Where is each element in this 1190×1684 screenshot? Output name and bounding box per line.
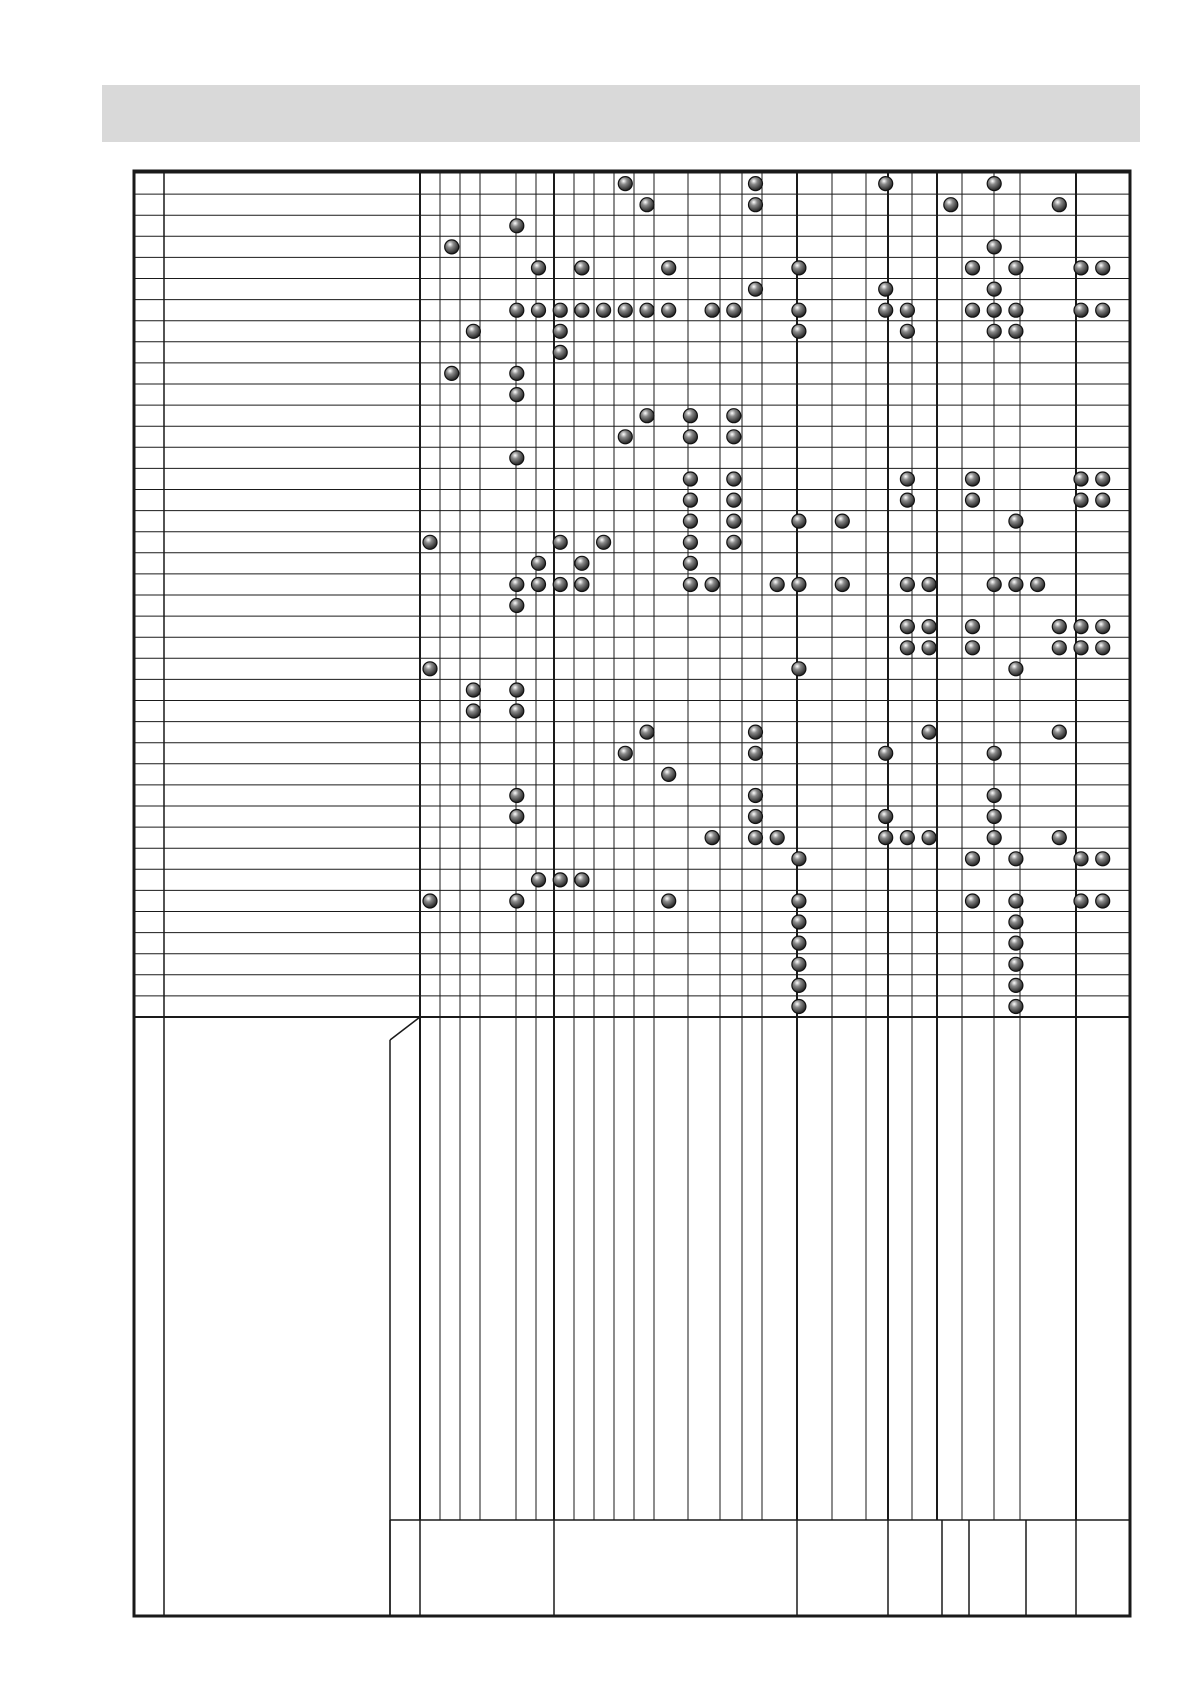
filled-dot-icon bbox=[423, 662, 437, 676]
filled-dot-icon bbox=[1009, 324, 1023, 338]
filled-dot-icon bbox=[922, 725, 936, 739]
filled-dot-icon bbox=[900, 324, 914, 338]
filled-dot-icon bbox=[900, 578, 914, 592]
filled-dot-icon bbox=[835, 514, 849, 528]
filled-dot-icon bbox=[532, 261, 546, 275]
filled-dot-icon bbox=[792, 852, 806, 866]
filled-dot-icon bbox=[618, 746, 632, 760]
filled-dot-icon bbox=[510, 683, 524, 697]
filled-dot-icon bbox=[1074, 620, 1088, 634]
filled-dot-icon bbox=[705, 578, 719, 592]
filled-dot-icon bbox=[792, 957, 806, 971]
filled-dot-icon bbox=[553, 303, 567, 317]
filled-dot-icon bbox=[727, 430, 741, 444]
filled-dot-icon bbox=[835, 578, 849, 592]
filled-dot-icon bbox=[879, 810, 893, 824]
filled-dot-icon bbox=[1096, 493, 1110, 507]
filled-dot-icon bbox=[1009, 303, 1023, 317]
filled-dot-icon bbox=[466, 704, 480, 718]
filled-dot-icon bbox=[662, 261, 676, 275]
filled-dot-icon bbox=[727, 493, 741, 507]
filled-dot-icon bbox=[510, 894, 524, 908]
filled-dot-icon bbox=[727, 409, 741, 423]
filled-dot-icon bbox=[1074, 894, 1088, 908]
filled-dot-icon bbox=[900, 472, 914, 486]
filled-dot-icon bbox=[1096, 303, 1110, 317]
filled-dot-icon bbox=[510, 810, 524, 824]
filled-dot-icon bbox=[597, 303, 611, 317]
filled-dot-icon bbox=[445, 366, 459, 380]
filled-dot-icon bbox=[749, 725, 763, 739]
filled-dot-icon bbox=[966, 261, 980, 275]
filled-dot-icon bbox=[683, 472, 697, 486]
filled-dot-icon bbox=[879, 746, 893, 760]
filled-dot-icon bbox=[1009, 936, 1023, 950]
filled-dot-icon bbox=[879, 177, 893, 191]
filled-dot-icon bbox=[792, 324, 806, 338]
filled-dot-icon bbox=[1052, 620, 1066, 634]
filled-dot-icon bbox=[1074, 493, 1088, 507]
filled-dot-icon bbox=[532, 303, 546, 317]
filled-dot-icon bbox=[900, 641, 914, 655]
filled-dot-icon bbox=[966, 852, 980, 866]
filled-dot-icon bbox=[987, 810, 1001, 824]
filled-dot-icon bbox=[662, 894, 676, 908]
filled-dot-icon bbox=[922, 620, 936, 634]
filled-dot-icon bbox=[1031, 578, 1045, 592]
filled-dot-icon bbox=[727, 514, 741, 528]
filled-dot-icon bbox=[683, 514, 697, 528]
filled-dot-icon bbox=[510, 388, 524, 402]
filled-dot-icon bbox=[705, 303, 719, 317]
filled-dot-icon bbox=[553, 345, 567, 359]
filled-dot-icon bbox=[1009, 852, 1023, 866]
filled-dot-icon bbox=[640, 409, 654, 423]
filled-dot-icon bbox=[1009, 662, 1023, 676]
filled-dot-icon bbox=[987, 303, 1001, 317]
filled-dot-icon bbox=[597, 535, 611, 549]
filled-dot-icon bbox=[1052, 198, 1066, 212]
filled-dot-icon bbox=[553, 324, 567, 338]
filled-dot-icon bbox=[510, 303, 524, 317]
filled-dot-icon bbox=[553, 873, 567, 887]
filled-dot-icon bbox=[900, 493, 914, 507]
filled-dot-icon bbox=[749, 198, 763, 212]
filled-dot-icon bbox=[618, 303, 632, 317]
filled-dot-icon bbox=[640, 198, 654, 212]
filled-dot-icon bbox=[900, 303, 914, 317]
filled-dot-icon bbox=[922, 831, 936, 845]
filled-dot-icon bbox=[1074, 641, 1088, 655]
filled-dot-icon bbox=[532, 578, 546, 592]
filled-dot-icon bbox=[792, 514, 806, 528]
filled-dot-icon bbox=[510, 704, 524, 718]
filled-dot-icon bbox=[1009, 514, 1023, 528]
filled-dot-icon bbox=[727, 472, 741, 486]
filled-dot-icon bbox=[423, 894, 437, 908]
filled-dot-icon bbox=[683, 493, 697, 507]
filled-dot-icon bbox=[1052, 725, 1066, 739]
filled-dot-icon bbox=[966, 472, 980, 486]
filled-dot-icon bbox=[553, 535, 567, 549]
filled-dot-icon bbox=[662, 303, 676, 317]
filled-dot-icon bbox=[792, 261, 806, 275]
filled-dot-icon bbox=[966, 620, 980, 634]
filled-dot-icon bbox=[944, 198, 958, 212]
filled-dot-icon bbox=[1074, 852, 1088, 866]
filled-dot-icon bbox=[445, 240, 459, 254]
filled-dot-icon bbox=[575, 556, 589, 570]
filled-dot-icon bbox=[1009, 915, 1023, 929]
filled-dot-icon bbox=[966, 641, 980, 655]
filled-dot-icon bbox=[510, 366, 524, 380]
filled-dot-icon bbox=[792, 1000, 806, 1014]
filled-dot-icon bbox=[879, 831, 893, 845]
filled-dot-icon bbox=[987, 177, 1001, 191]
filled-dot-icon bbox=[900, 831, 914, 845]
filled-dot-icon bbox=[749, 282, 763, 296]
filled-dot-icon bbox=[683, 556, 697, 570]
filled-dot-icon bbox=[510, 578, 524, 592]
filled-dot-icon bbox=[987, 240, 1001, 254]
filled-dot-icon bbox=[749, 831, 763, 845]
filled-dot-icon bbox=[466, 683, 480, 697]
filled-dot-icon bbox=[1009, 894, 1023, 908]
filled-dot-icon bbox=[1009, 957, 1023, 971]
filled-dot-icon bbox=[770, 578, 784, 592]
filled-dot-icon bbox=[966, 493, 980, 507]
sheet-frame bbox=[134, 171, 1130, 1616]
filled-dot-icon bbox=[618, 430, 632, 444]
filled-dot-icon bbox=[1096, 894, 1110, 908]
filled-dot-icon bbox=[987, 578, 1001, 592]
filled-dot-icon bbox=[575, 578, 589, 592]
filled-dot-icon bbox=[510, 599, 524, 613]
filled-dot-icon bbox=[987, 324, 1001, 338]
filled-dot-icon bbox=[1052, 641, 1066, 655]
filled-dot-icon bbox=[987, 831, 1001, 845]
filled-dot-icon bbox=[705, 831, 719, 845]
filled-dot-icon bbox=[879, 282, 893, 296]
filled-dot-icon bbox=[683, 535, 697, 549]
filled-dot-icon bbox=[749, 789, 763, 803]
grid-lines bbox=[134, 171, 1130, 1616]
filled-dot-icon bbox=[987, 789, 1001, 803]
filled-dot-icon bbox=[792, 894, 806, 908]
filled-dot-icon bbox=[987, 282, 1001, 296]
filled-dot-icon bbox=[1009, 578, 1023, 592]
filled-dot-icon bbox=[466, 324, 480, 338]
filled-dot-icon bbox=[749, 746, 763, 760]
filled-dot-icon bbox=[683, 409, 697, 423]
filled-dot-icon bbox=[770, 831, 784, 845]
filled-dot-icon bbox=[792, 936, 806, 950]
filled-dot-icon bbox=[792, 303, 806, 317]
filled-dot-icon bbox=[1074, 303, 1088, 317]
filled-dot-icon bbox=[640, 303, 654, 317]
filled-dot-icon bbox=[1074, 472, 1088, 486]
filled-dot-icon bbox=[532, 873, 546, 887]
filled-dot-icon bbox=[1096, 620, 1110, 634]
filled-dot-icon bbox=[987, 746, 1001, 760]
filled-dot-icon bbox=[1052, 831, 1066, 845]
filled-dot-icon bbox=[966, 303, 980, 317]
filled-dot-icon bbox=[792, 578, 806, 592]
filled-dot-icon bbox=[683, 430, 697, 444]
filled-dot-icon bbox=[662, 767, 676, 781]
filled-dot-icon bbox=[510, 219, 524, 233]
filled-dot-icon bbox=[618, 177, 632, 191]
filled-dot-icon bbox=[532, 556, 546, 570]
filled-dot-icon bbox=[640, 725, 654, 739]
filled-dot-icon bbox=[900, 620, 914, 634]
corner-slant bbox=[390, 1017, 420, 1040]
filled-dot-icon bbox=[749, 177, 763, 191]
filled-dot-icon bbox=[727, 535, 741, 549]
filled-dot-icon bbox=[792, 662, 806, 676]
filled-dot-icon bbox=[792, 978, 806, 992]
filled-dot-icon bbox=[510, 789, 524, 803]
filled-dot-icon bbox=[575, 303, 589, 317]
filled-dot-icon bbox=[1096, 472, 1110, 486]
filled-dot-icon bbox=[1009, 261, 1023, 275]
filled-dot-icon bbox=[792, 915, 806, 929]
filled-dot-icon bbox=[553, 578, 567, 592]
filled-dot-icon bbox=[423, 535, 437, 549]
filled-dot-icon bbox=[922, 641, 936, 655]
filled-dot-icon bbox=[1074, 261, 1088, 275]
filled-dot-icon bbox=[575, 261, 589, 275]
filled-dot-icon bbox=[922, 578, 936, 592]
filled-dot-icon bbox=[966, 894, 980, 908]
filled-dot-icon bbox=[1009, 978, 1023, 992]
filled-dot-icon bbox=[1096, 852, 1110, 866]
filled-dot-icon bbox=[575, 873, 589, 887]
filled-dot-icon bbox=[749, 810, 763, 824]
filled-dot-icon bbox=[727, 303, 741, 317]
filled-dot-icon bbox=[1096, 261, 1110, 275]
filled-dot-icon bbox=[1009, 1000, 1023, 1014]
filled-dot-icon bbox=[1096, 641, 1110, 655]
filled-dot-icon bbox=[510, 451, 524, 465]
filled-dot-icon bbox=[879, 303, 893, 317]
filled-dot-icon bbox=[683, 578, 697, 592]
